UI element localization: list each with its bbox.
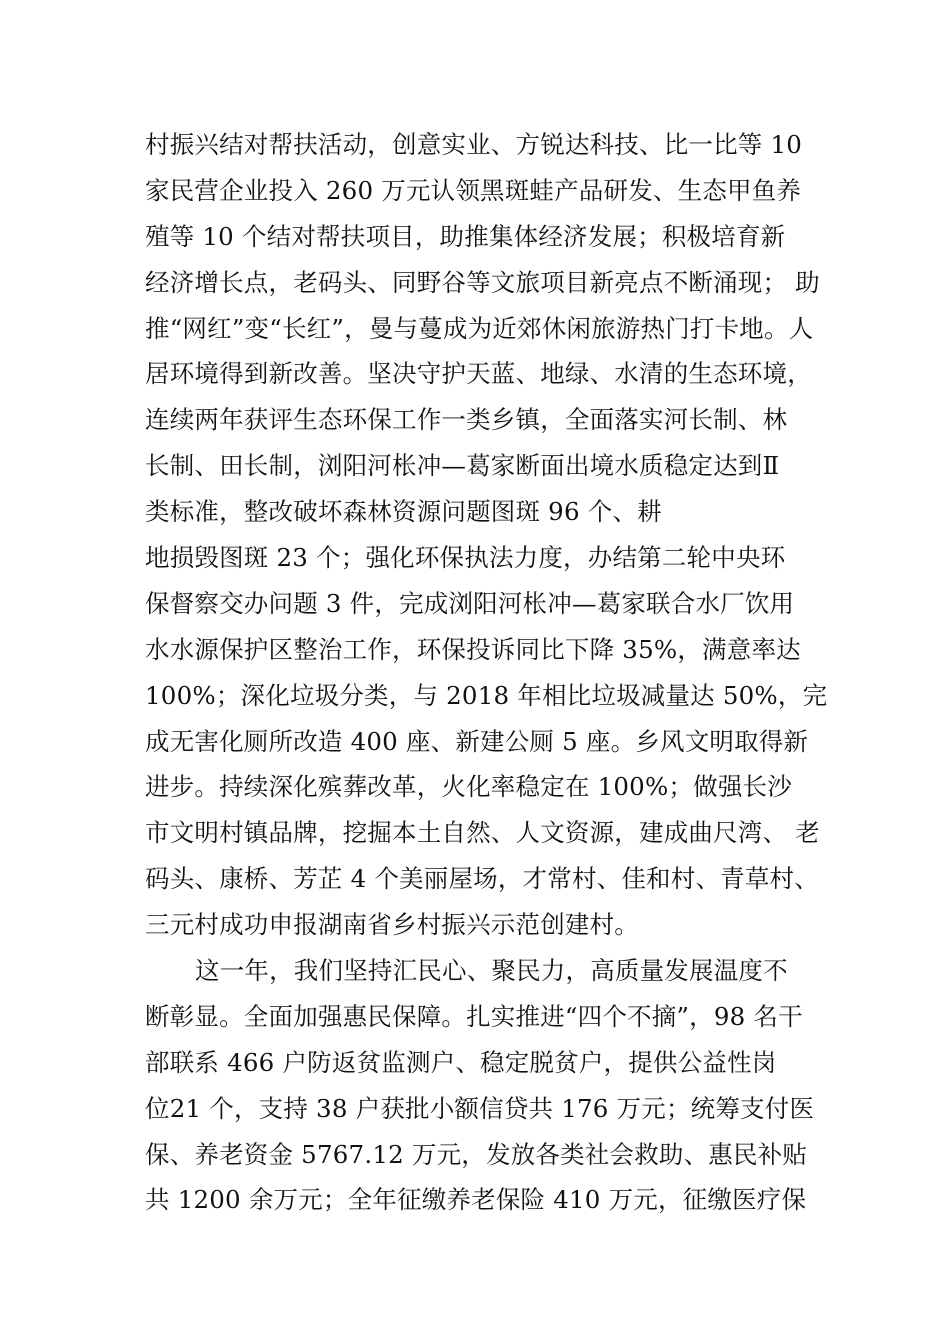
text-line: 居环境得到新改善。坚决守护天蓝、地绿、水清的生态环境， xyxy=(145,359,812,389)
text-line: 推“网红”变“长红”，曼与蔓成为近郊休闲旅游热门打卡地。人 xyxy=(145,313,814,343)
text-line: 断彰显。全面加强惠民保障。扎实推进“四个不摘”，98 名干 xyxy=(145,1001,803,1031)
text-line: 成无害化厕所改造 400 座、新建公厕 5 座。乡风文明取得新 xyxy=(145,726,809,756)
text-line: 进步。持续深化殡葬改革，火化率稳定在 100%；做强长沙 xyxy=(145,772,792,802)
text-line: 家民营企业投入 260 万元认领黑斑蛙产品研发、生态甲鱼养 xyxy=(145,175,802,205)
text-line: 位21 个，支持 38 户获批小额信贷共 176 万元；统筹支付医 xyxy=(145,1093,815,1123)
text-line: 水水源保护区整治工作，环保投诉同比下降 35%，满意率达 xyxy=(145,634,801,664)
text-line: 码头、康桥、芳芷 4 个美丽屋场，才常村、佳和村、青草村、 xyxy=(145,864,819,894)
text-line: 共 1200 余万元；全年征缴养老保险 410 万元，征缴医疗保 xyxy=(145,1185,807,1215)
text-line: 保督察交办问题 3 件，完成浏阳河枨冲—葛家联合水厂饮用 xyxy=(145,588,795,618)
text-line: 类标准，整改破坏森林资源问题图斑 96 个、耕 xyxy=(145,497,662,527)
text-line: 长制、田长制，浏阳河枨冲—葛家断面出境水质稳定达到Ⅱ xyxy=(145,451,780,481)
text-line: 经济增长点，老码头、同野谷等文旅项目新亮点不断涌现； 助 xyxy=(145,267,820,297)
text-line: 部联系 466 户防返贫监测户、稳定脱贫户，提供公益性岗 xyxy=(145,1047,777,1077)
text-line: 村振兴结对帮扶活动，创意实业、方锐达科技、比一比等 10 xyxy=(145,130,803,159)
text-line: 连续两年获评生态环保工作一类乡镇，全面落实河长制、林 xyxy=(145,405,788,435)
text-line: 保、养老资金 5767.12 万元，发放各类社会救助、惠民补贴 xyxy=(145,1139,808,1169)
paragraph-start-line: 这一年，我们坚持汇民心、聚民力，高质量发展温度不 xyxy=(195,956,788,986)
text-line: 地损毁图斑 23 个；强化环保执法力度，办结第二轮中央环 xyxy=(145,543,786,573)
body-text xyxy=(145,122,835,1223)
text-line: 殖等 10 个结对帮扶项目，助推集体经济发展；积极培育新 xyxy=(145,221,786,251)
text-line: 三元村成功申报湖南省乡村振兴示范创建村。 xyxy=(145,910,639,940)
text-line: 市文明村镇品牌，挖掘本土自然、人文资源，建成曲尺湾、 老 xyxy=(145,818,820,848)
text-line: 100%；深化垃圾分类，与 2018 年相比垃圾减量达 50%，完 xyxy=(145,680,828,710)
